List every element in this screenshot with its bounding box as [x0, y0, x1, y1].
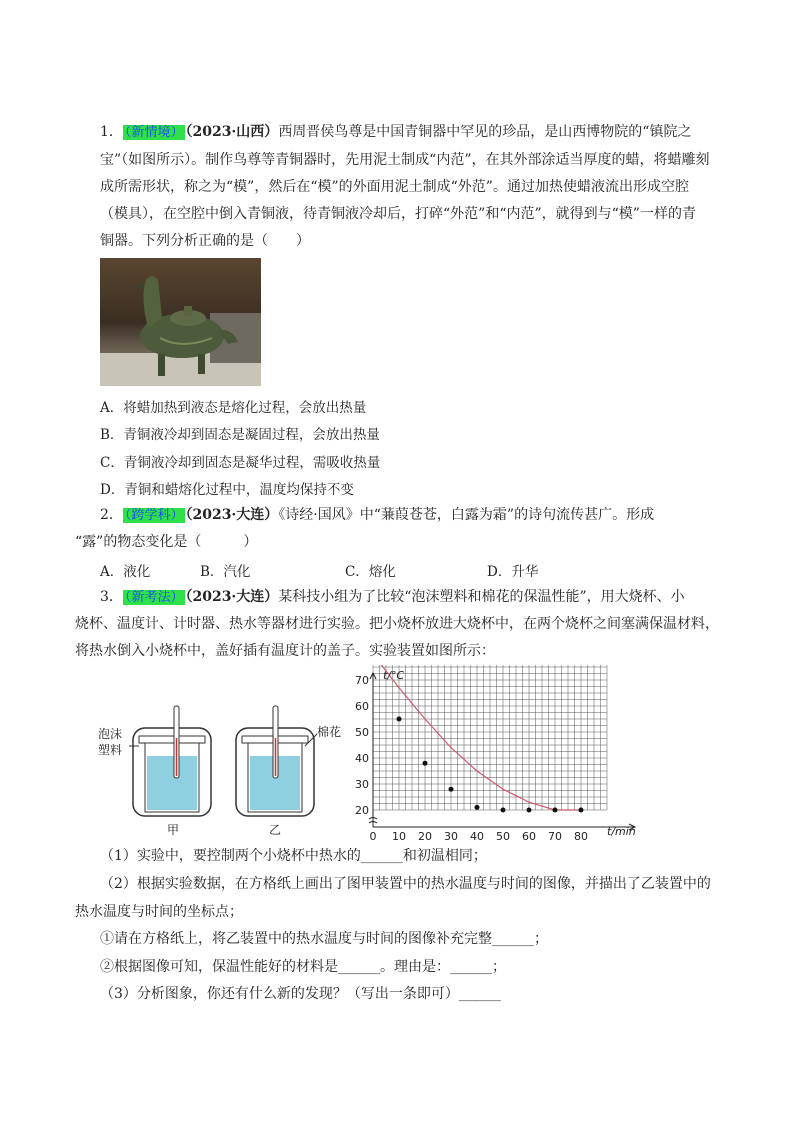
label-foam-2: 塑料 [98, 743, 123, 757]
q2-option-d: D．升华 [487, 564, 539, 580]
x-tick-label: 30 [444, 830, 458, 843]
q1-number: 1． [100, 124, 123, 140]
chart-grid [373, 665, 607, 810]
label-cotton: 棉花 [317, 725, 342, 739]
q3-sub-2a: （2）根据实验数据，在方格纸上画出了图甲装置中的热水温度与时间的图像，并描出了乙装置中的 [100, 876, 711, 892]
x-tick-label: 50 [496, 830, 510, 843]
x-tick-label: 60 [522, 830, 536, 843]
apparatus-figure [95, 698, 355, 840]
label-jia: 甲 [167, 823, 180, 837]
q3-line-2: 烧杯、温度计、计时器、热水等器材进行实验。把小烧杯放进大烧杯中，在两个烧杯之间塞满保温材料， [75, 616, 719, 632]
setup-yi [236, 706, 317, 816]
x-tick-label: 70 [548, 830, 562, 843]
q2-option-b: B．汽化 [200, 564, 251, 580]
q1-option-b: B．青铜液冷却到固态是凝固过程，会放出热量 [100, 427, 380, 443]
data-point [449, 787, 454, 792]
q3-line-1 [100, 587, 685, 608]
q1-option-d: D．青铜和蜡熔化过程中，温度均保持不变 [100, 482, 354, 498]
q3-sub-2d: ②根据图像可知，保温性能好的材料是______。理由是：______； [100, 959, 506, 975]
q2-option-a: A．液化 [100, 564, 151, 580]
q1-option-a: A．将蜡加热到液态是熔化过程，会放出热量 [100, 400, 367, 416]
q1-source: （2023·山西） [185, 124, 279, 140]
y-tick-label: 70 [355, 674, 369, 687]
data-point [553, 808, 558, 813]
q3-sub-2c: ①请在方格纸上，将乙装置中的热水温度与时间的图像补充完整______； [100, 931, 548, 947]
y-tick-label: 50 [355, 726, 369, 739]
label-yi: 乙 [269, 823, 282, 837]
q1-line-3: 成所需形状，称之为“模”，然后在“模”的外面用泥土制成“外范”。通过加热使蜡液流出形成空腔 [100, 179, 689, 195]
y-tick-label: 20 [355, 804, 369, 817]
q3-source: （2023·大连） [185, 589, 279, 605]
data-point [527, 808, 532, 813]
temperature-time-chart [350, 665, 650, 845]
data-point [397, 717, 402, 722]
x-tick-label: 0 [369, 830, 377, 843]
data-point [475, 805, 480, 810]
data-point [579, 808, 584, 813]
q2-option-c: C．熔化 [345, 564, 396, 580]
q1-line-5: 铜器。下列分析正确的是（ ） [100, 233, 310, 249]
q3-text-1: 某科技小组为了比较“泡沫塑料和棉花的保温性能”，用大烧杯、小 [278, 589, 685, 605]
q2-source: （2023·大连） [185, 507, 279, 523]
label-foam-1: 泡沫 [98, 727, 123, 741]
q1-line-1 [100, 122, 691, 143]
setup-jia [129, 706, 211, 816]
q2-number: 2． [100, 507, 123, 523]
data-point [501, 808, 506, 813]
q1-line-4: （模具），在空腔中倒入青铜液，待青铜液冷却后，打碎“外范”和“内范”，就得到与“模”一样的青 [100, 206, 696, 222]
q1-option-c: C．青铜液冷却到固态是凝华过程，需吸收热量 [100, 455, 381, 471]
x-axis-label: t/min [607, 825, 636, 838]
y-axis-label: t/°C [383, 669, 405, 682]
q3-tag: （新考法） [124, 590, 184, 605]
data-point [423, 761, 428, 766]
q1-tag: （新情境） [124, 125, 184, 140]
q3-sub-3: （3）分析图象，你还有什么新的发现？（写出一条即可）______ [100, 986, 501, 1002]
y-tick-label: 60 [355, 700, 369, 713]
q2-text-1: 《诗经·国风》中“蒹葭苍苍，白露为霜”的诗句流传甚广。形成 [278, 507, 655, 523]
x-tick-label: 80 [574, 830, 588, 843]
bronze-bird-zun-photo [100, 258, 261, 386]
x-tick-label: 10 [392, 830, 406, 843]
q3-sub-1: （1）实验中，要控制两个小烧杯中热水的______和初温相同； [100, 848, 487, 864]
q1-line-2: 宝”（如图所示）。制作鸟尊等青铜器时，先用泥土制成“内范”，在其外部涂适当厚度的蜡，将蜡雕刻 [100, 152, 710, 168]
chart-ticks [355, 665, 588, 843]
q3-sub-2b: 热水温度与时间的坐标点； [75, 904, 243, 920]
q1-text-1: 西周晋侯鸟尊是中国青铜器中罕见的珍品，是山西博物院的“镇院之 [278, 124, 692, 140]
q3-line-3: 将热水倒入小烧杯中，盖好插有温度计的盖子。实验装置如图所示： [75, 643, 495, 659]
q3-number: 3． [100, 589, 123, 605]
x-tick-label: 20 [418, 830, 432, 843]
q2-line-1 [100, 505, 654, 526]
q2-line-2: “露”的物态变化是（ ） [75, 534, 258, 550]
x-tick-label: 40 [470, 830, 484, 843]
q2-tag: （跨学科） [124, 508, 184, 523]
y-tick-label: 40 [355, 752, 369, 765]
y-tick-label: 30 [355, 778, 369, 791]
